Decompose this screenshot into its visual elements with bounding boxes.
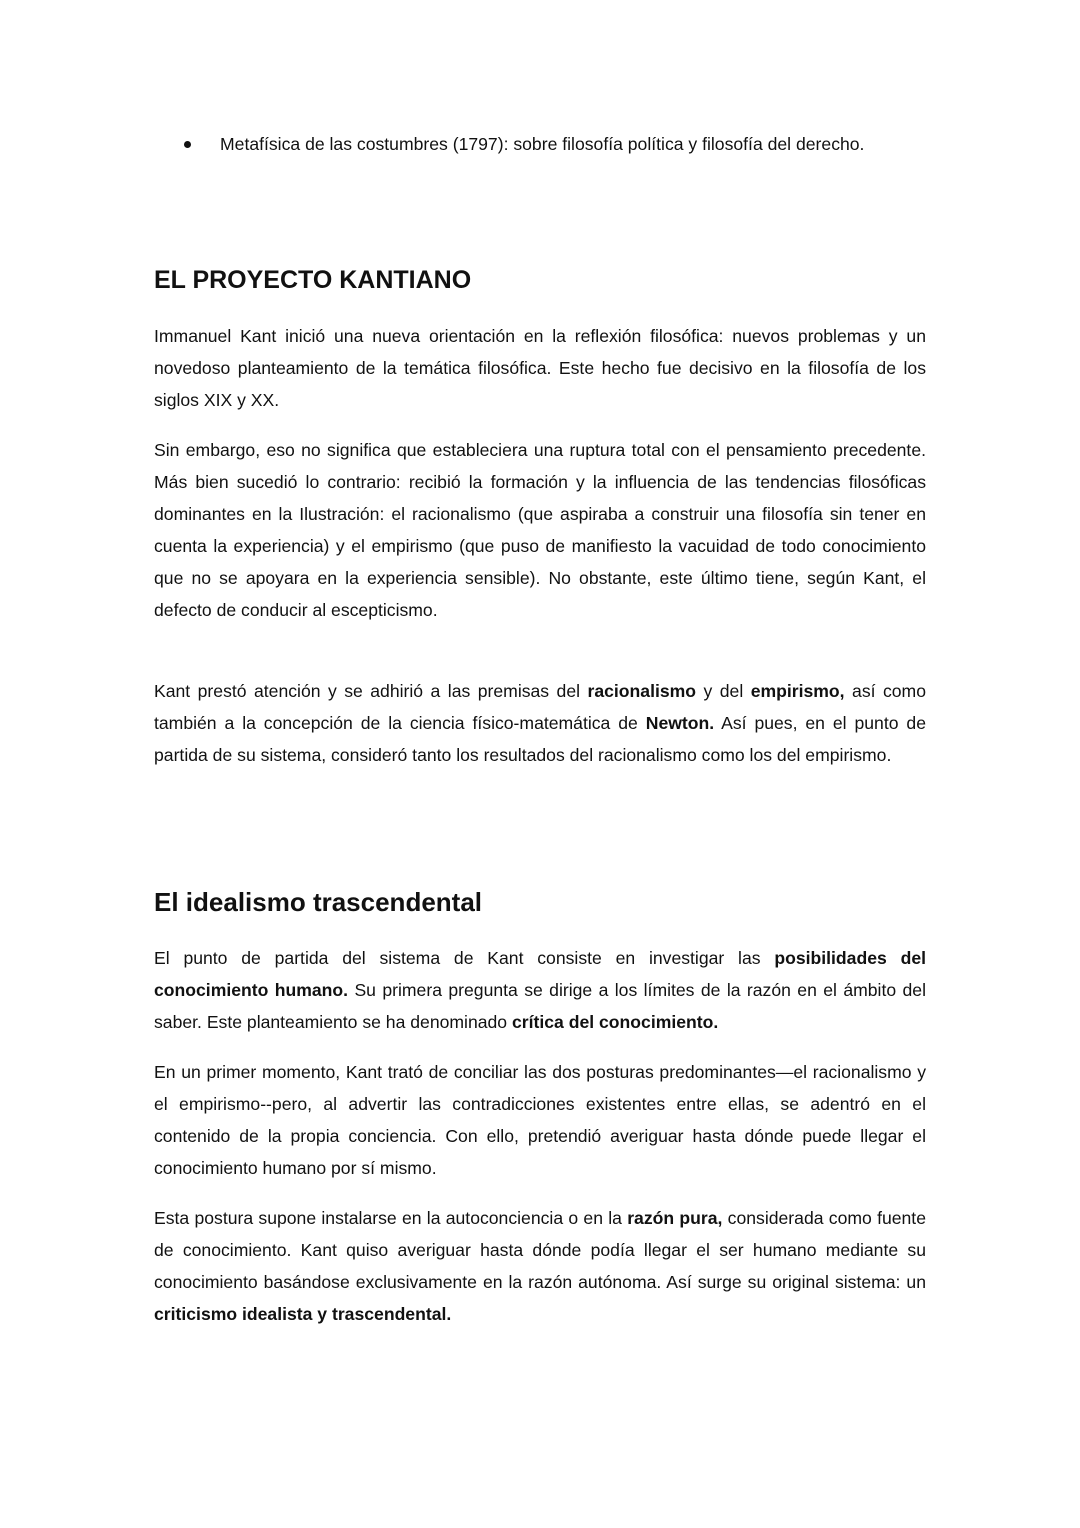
bold-text: racionalismo (587, 681, 697, 701)
bold-text: razón pura, (627, 1208, 723, 1228)
bold-text: crítica del conocimiento. (511, 1012, 719, 1032)
bold-text: posibilidades del conocimiento humano. (154, 948, 926, 1000)
bullet-list-item (154, 128, 926, 160)
section-heading-proyecto-kantiano: EL PROYECTO KANTIANO (154, 266, 472, 294)
bullet-icon (184, 141, 191, 148)
paragraph (154, 320, 926, 416)
text-run: Esta postura supone instalarse en la autoconciencia o en la (154, 1208, 628, 1228)
text-run: Así pues, en el punto de partida de su sistema, consideró tanto los resultados del racionalismo como los del empirismo. (154, 713, 926, 765)
bold-text: criticismo idealista y trascendental. (154, 1304, 452, 1324)
paragraph (154, 942, 926, 1038)
text-run: y del (696, 681, 751, 701)
paragraph (154, 675, 926, 771)
paragraph (154, 434, 926, 626)
text-run: considerada como fuente de conocimiento. Kant quiso averiguar hasta dónde podía llegar el ser humano mediante su conocimiento basándose exclusivamente en la razón autónoma. Así surge su original sistema: un (154, 1208, 926, 1292)
paragraph (154, 1056, 926, 1184)
text-run: Kant prestó atención y se adhirió a las premisas del (154, 681, 588, 701)
text-run: Sin embargo, eso no significa que estableciera una ruptura total con el pensamiento precedente. Más bien sucedió lo contrario: recibió la formación y la influencia de las tendencias filosóficas dominantes en la Ilustración: el racionalismo (que aspiraba a construir una filosofía sin tener en cuenta la experiencia) y el empirismo (que puso de manifiesto la vacuidad de todo conocimiento que no se apoyara en la experiencia sensible). No obstante, este último tiene, según Kant, el defecto de conducir al escepticismo. (154, 440, 926, 620)
text-run: Metafísica de las costumbres (1797): sobre filosofía política y filosofía del derecho. (220, 134, 865, 154)
text-run: El punto de partida del sistema de Kant consiste en investigar las (154, 948, 775, 968)
text-run: así como también a la concepción de la ciencia físico-matemática de (154, 681, 926, 733)
bullet-text (220, 128, 926, 160)
text-run: En un primer momento, Kant trató de conciliar las dos posturas predominantes—el racionalismo y el empirismo--pero, al advertir las contradicciones existentes entre ellas, se adentró en el contenido de la propia conciencia. Con ello, pretendió averiguar hasta dónde puede llegar el conocimiento humano por sí mismo. (154, 1062, 926, 1178)
bold-text: Newton. (645, 713, 715, 733)
section-heading-idealismo-trascendental: El idealismo trascendental (154, 887, 483, 917)
paragraph (154, 1202, 926, 1330)
bold-text: empirismo, (750, 681, 845, 701)
text-run: Immanuel Kant inició una nueva orientación en la reflexión filosófica: nuevos problemas y un novedoso planteamiento de la temática filosófica. Este hecho fue decisivo en la filosofía de los siglos XIX y XX. (154, 326, 926, 410)
text-run: Su primera pregunta se dirige a los límites de la razón en el ámbito del saber. Este planteamiento se ha denominado (154, 980, 926, 1032)
